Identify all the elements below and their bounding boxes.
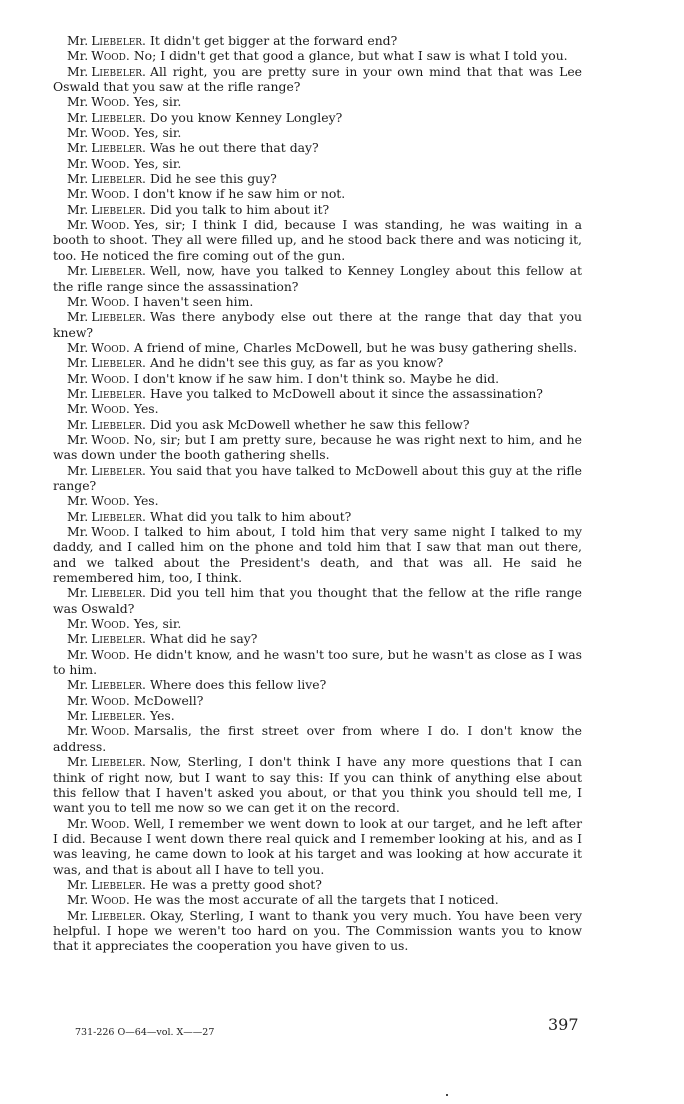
speaker-title: Mr. [67, 293, 89, 309]
speaker-title: Mr. [67, 646, 89, 662]
speaker-name: Liebeler. [91, 508, 146, 524]
statement-text: Now, Sterling, I don't think I have any more questions that I can think of right now, but I want to say this: If you can think of anything else about this fellow that I haven't asked you about, or that you think you should tell me, I want you to tell me now so we can get it on the record. [53, 754, 582, 816]
speaker-name: Wood. [91, 646, 130, 662]
statement-text: Well, now, have you talked to Kenney Longley about this fellow at the rifle range since the assassination? [53, 263, 582, 294]
testimony-paragraph [53, 202, 582, 217]
statement-text: Was there anybody else out there at the range that day that you knew? [53, 309, 582, 340]
speaker-title: Mr. [67, 524, 89, 539]
statement-text: Did you tell him that you thought that the fellow at the rifle range was Oswald? [53, 585, 582, 616]
statement-text: He was the most accurate of all the targets that I noticed. [133, 892, 499, 908]
speaker-name: Liebeler. [91, 385, 146, 401]
speaker-title: Mr. [67, 431, 89, 447]
speaker-name: Liebeler. [91, 201, 146, 217]
testimony-paragraph [53, 463, 582, 494]
statement-text: Yes. [133, 493, 159, 509]
speaker-name: Liebeler. [91, 416, 146, 432]
statement-text: It didn't get bigger at the forward end? [150, 33, 398, 48]
statement-text: Yes, sir. [133, 155, 182, 171]
statement-text: What did you talk to him about? [150, 508, 352, 524]
speaker-title: Mr. [67, 48, 89, 64]
speaker-name: Liebeler. [91, 33, 146, 48]
testimony-paragraph [53, 33, 582, 48]
speaker-name: Wood. [91, 125, 130, 141]
speaker-title: Mr. [67, 201, 89, 217]
statement-text: I haven't seen him. [133, 293, 254, 309]
speaker-title: Mr. [67, 493, 89, 509]
testimony-paragraph [53, 125, 582, 140]
speaker-name: Liebeler. [91, 708, 146, 724]
speaker-title: Mr. [67, 585, 89, 601]
speaker-title: Mr. [67, 63, 89, 79]
testimony-paragraph [53, 616, 582, 631]
speaker-name: Wood. [91, 48, 130, 64]
speaker-name: Liebeler. [91, 907, 146, 923]
speaker-title: Mr. [67, 508, 89, 524]
testimony-paragraph [53, 94, 582, 109]
speaker-name: Liebeler. [91, 309, 146, 325]
speaker-title: Mr. [67, 140, 89, 156]
statement-text: He was a pretty good shot? [150, 876, 322, 892]
testimony-paragraph [53, 186, 582, 201]
speaker-title: Mr. [67, 708, 89, 724]
speaker-title: Mr. [67, 692, 89, 708]
speaker-name: Wood. [91, 217, 130, 233]
statement-text: Do you know Kenney Longley? [150, 109, 343, 125]
speaker-title: Mr. [67, 416, 89, 432]
speaker-name: Liebeler. [91, 171, 146, 187]
speaker-name: Wood. [91, 186, 130, 202]
statement-text: Yes, sir. [133, 125, 182, 141]
speaker-name: Wood. [91, 431, 130, 447]
speaker-title: Mr. [67, 263, 89, 279]
speaker-name: Liebeler. [91, 631, 146, 647]
testimony-paragraph [53, 64, 582, 95]
testimony-paragraph [53, 263, 582, 294]
statement-text: No; I didn't get that good a glance, but what I saw is what I told you. [133, 48, 568, 64]
speaker-title: Mr. [67, 370, 89, 386]
speaker-name: Wood. [91, 692, 130, 708]
statement-text: Well, I remember we went down to look at our target, and he left after I did. Because I went down there real quick and I remember looking at his, and as I was leaving, he came down to look at his target and was looking at how accurate it was, and that is about all I have to tell you. [53, 815, 582, 877]
speaker-name: Liebeler. [91, 109, 146, 125]
statement-text: Did you talk to him about it? [150, 201, 330, 217]
speaker-title: Mr. [67, 309, 89, 325]
testimony-paragraph [53, 585, 582, 616]
speaker-title: Mr. [67, 754, 89, 770]
speaker-name: Liebeler. [91, 355, 146, 371]
speaker-name: Liebeler. [91, 63, 146, 79]
statement-text: Did he see this guy? [150, 171, 277, 187]
speaker-title: Mr. [67, 339, 89, 355]
testimony-paragraph [53, 309, 582, 340]
speaker-title: Mr. [67, 155, 89, 171]
testimony-paragraph [53, 156, 582, 171]
speaker-title: Mr. [67, 723, 89, 739]
speaker-title: Mr. [67, 94, 89, 110]
testimony-paragraph [53, 524, 582, 585]
testimony-paragraph [53, 340, 582, 355]
statement-text: A friend of mine, Charles McDowell, but he was busy gathering shells. [133, 339, 578, 355]
statement-text: Okay, Sterling, I want to thank you very much. You have been very helpful. I hope we weren't too hard on you. The Commission wants you to know that it appreciates the cooperation you have given to us. [53, 907, 582, 954]
statement-text: McDowell? [133, 692, 204, 708]
speaker-name: Liebeler. [91, 585, 146, 601]
statement-text: He didn't know, and he wasn't too sure, but he wasn't as close as I was to him. [53, 646, 582, 678]
speaker-name: Wood. [91, 616, 130, 632]
statement-text: I don't know if he saw him or not. [133, 186, 346, 202]
transcript-body [53, 33, 582, 954]
testimony-paragraph [53, 48, 582, 63]
speaker-name: Wood. [91, 401, 130, 417]
statement-text: Where does this fellow live? [150, 677, 327, 693]
testimony-paragraph [53, 432, 582, 463]
testimony-paragraph [53, 647, 582, 678]
statement-text: Yes, sir. [133, 616, 182, 632]
speaker-title: Mr. [67, 462, 89, 478]
testimony-paragraph [53, 877, 582, 892]
testimony-paragraph [53, 217, 582, 263]
statement-text: Was he out there that day? [150, 140, 319, 156]
speaker-name: Liebeler. [91, 677, 146, 693]
print-code: 731-226 O—64—vol. X——27 [75, 1027, 215, 1038]
statement-text: You said that you have talked to McDowell about this guy at the rifle range? [53, 462, 582, 493]
speaker-name: Liebeler. [91, 140, 146, 156]
speaker-name: Liebeler. [91, 754, 146, 770]
statement-text: I don't know if he saw him. I don't think so. Maybe he did. [133, 370, 500, 386]
speaker-title: Mr. [67, 385, 89, 401]
speaker-title: Mr. [67, 876, 89, 892]
testimony-paragraph [53, 493, 582, 508]
statement-text: Marsalis, the first street over from where I do. I don't know the address. [53, 723, 582, 754]
speaker-name: Wood. [91, 892, 130, 908]
testimony-paragraph [53, 677, 582, 692]
testimony-paragraph [53, 110, 582, 125]
statement-text: Yes. [133, 401, 159, 417]
speaker-name: Wood. [91, 155, 130, 171]
speaker-name: Liebeler. [91, 462, 146, 478]
testimony-paragraph [53, 892, 582, 907]
speaker-title: Mr. [67, 33, 89, 48]
speaker-name: Wood. [91, 524, 130, 539]
testimony-paragraph [53, 631, 582, 646]
testimony-paragraph [53, 708, 582, 723]
speaker-title: Mr. [67, 616, 89, 632]
page-number: 397 [548, 1015, 579, 1034]
statement-text: And he didn't see this guy, as far as you know? [150, 355, 444, 371]
testimony-paragraph [53, 371, 582, 386]
testimony-paragraph [53, 171, 582, 186]
speaker-name: Wood. [91, 339, 130, 355]
speaker-title: Mr. [67, 186, 89, 202]
speaker-name: Liebeler. [91, 263, 146, 279]
statement-text: Yes, sir; I think I did, because I was standing, he was waiting in a booth to shoot. They all were filled up, and he stood back there and was noticing it, too. He noticed the fire coming out of the gun. [53, 217, 582, 263]
speaker-title: Mr. [67, 401, 89, 417]
speaker-name: Liebeler. [91, 876, 146, 892]
statement-text: I talked to him about, I told him that very same night I talked to my daddy, and I called him on the phone and told him that I saw that man out there, and we talked about the President's death, and that was all. He said he remembered him, too, I think. [53, 524, 582, 586]
testimony-paragraph [53, 140, 582, 155]
testimony-paragraph [53, 816, 582, 877]
statement-text: Yes, sir. [133, 94, 182, 110]
speaker-title: Mr. [67, 907, 89, 923]
testimony-paragraph [53, 294, 582, 309]
speaker-title: Mr. [67, 217, 89, 233]
testimony-paragraph [53, 693, 582, 708]
speaker-title: Mr. [67, 109, 89, 125]
testimony-paragraph [53, 355, 582, 370]
testimony-paragraph [53, 723, 582, 754]
testimony-paragraph [53, 386, 582, 401]
statement-text: No, sir; but I am pretty sure, because he was right next to him, and he was down under the booth gathering shells. [53, 431, 582, 463]
statement-text: All right, you are pretty sure in your own mind that that was Lee Oswald that you saw at the rifle range? [53, 63, 582, 95]
speaker-name: Wood. [91, 493, 130, 509]
statement-text: Yes. [150, 708, 175, 724]
speaker-title: Mr. [67, 677, 89, 693]
speaker-name: Wood. [91, 723, 130, 739]
speaker-title: Mr. [67, 631, 89, 647]
speaker-title: Mr. [67, 171, 89, 187]
statement-text: Have you talked to McDowell about it since the assassination? [150, 385, 543, 401]
speaker-name: Wood. [91, 94, 130, 110]
testimony-paragraph [53, 401, 582, 416]
statement-text: What did he say? [150, 631, 258, 647]
speaker-name: Wood. [91, 293, 130, 309]
speaker-title: Mr. [67, 125, 89, 141]
scan-speck [446, 1094, 448, 1096]
speaker-title: Mr. [67, 355, 89, 371]
testimony-paragraph [53, 754, 582, 815]
testimony-paragraph [53, 908, 582, 954]
speaker-title: Mr. [67, 815, 89, 831]
speaker-name: Wood. [91, 370, 130, 386]
testimony-paragraph [53, 509, 582, 524]
testimony-paragraph [53, 417, 582, 432]
speaker-title: Mr. [67, 892, 89, 908]
speaker-name: Wood. [91, 815, 130, 831]
statement-text: Did you ask McDowell whether he saw this fellow? [150, 416, 470, 432]
